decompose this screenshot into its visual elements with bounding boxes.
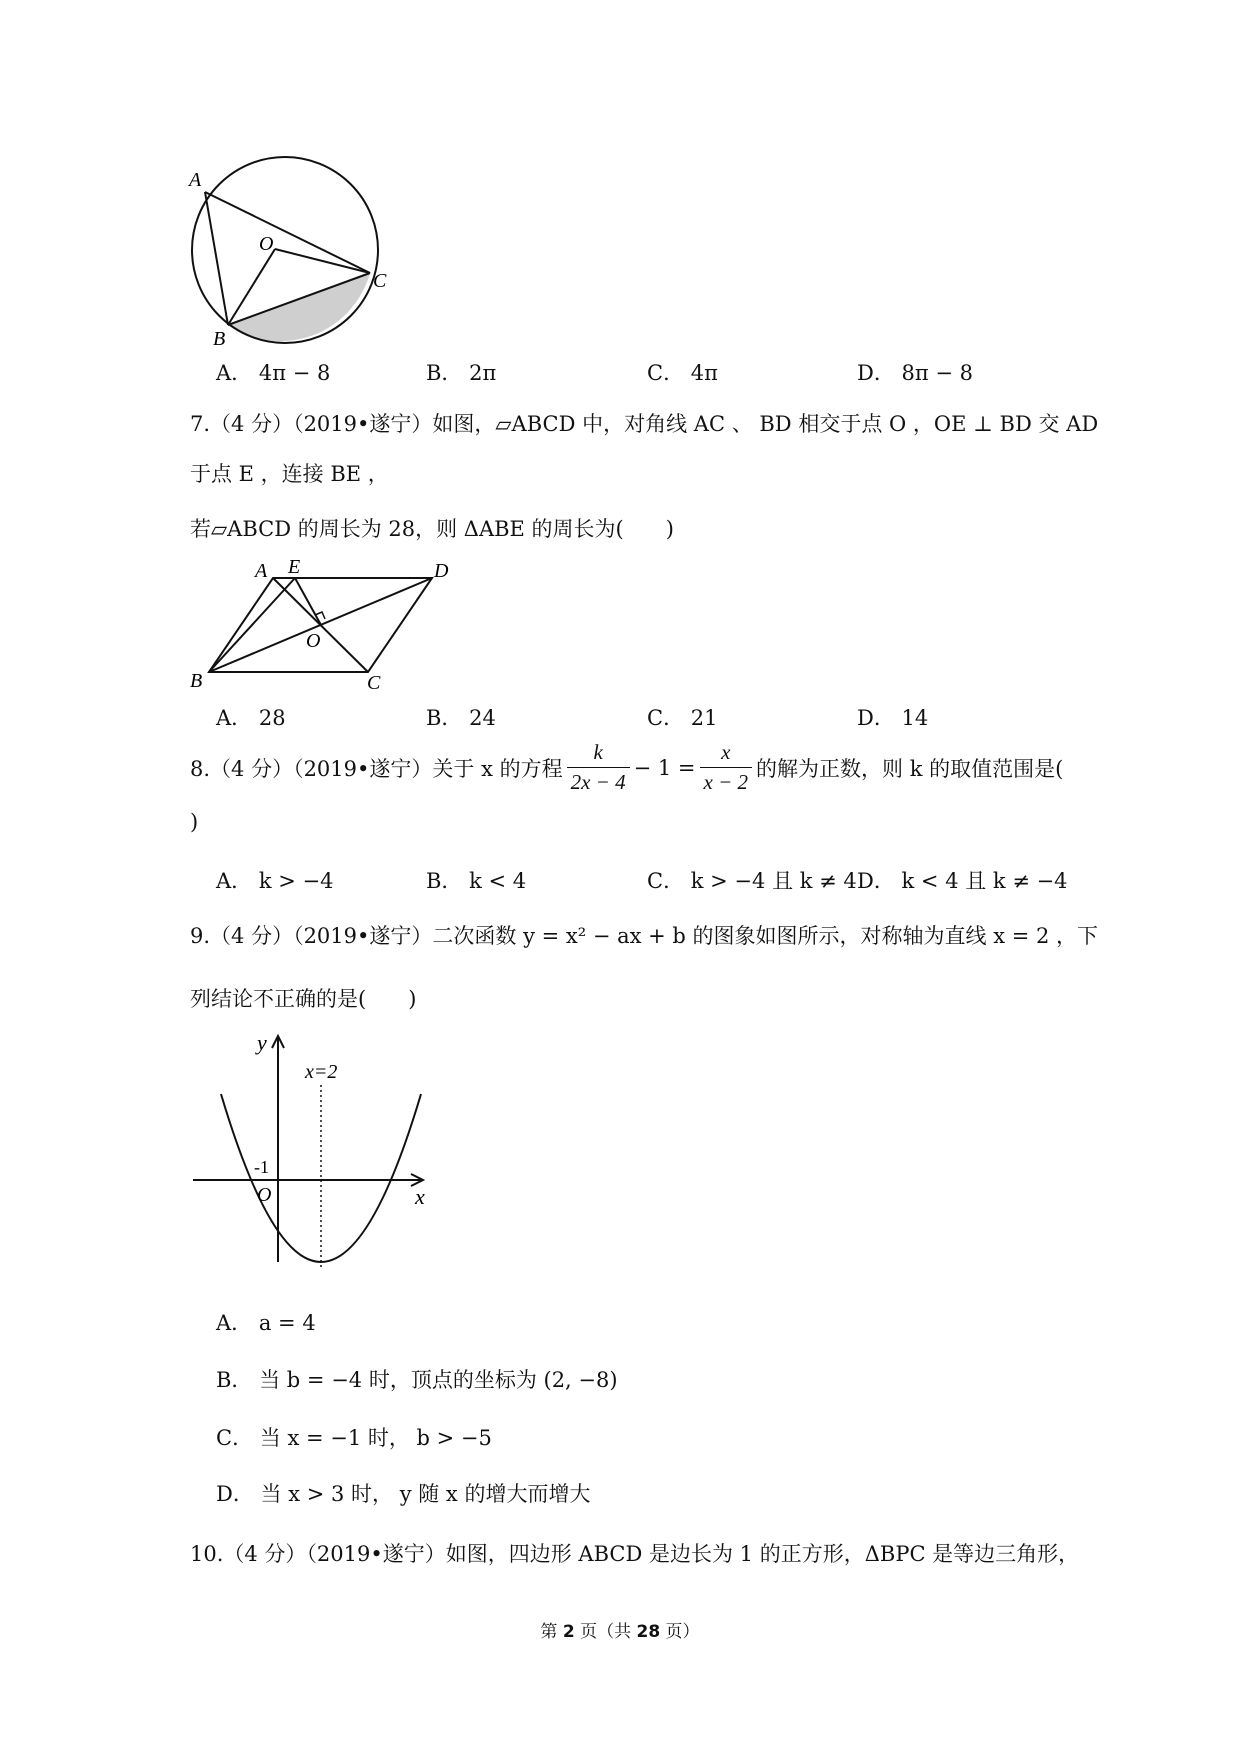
- q6-segment-ab: [205, 192, 228, 325]
- q8-fraction-left: [567, 740, 630, 795]
- q9-option-c[interactable]: C． 当 x = −1 时， b > −5: [216, 1426, 492, 1450]
- q7-option-b[interactable]: B． 24: [426, 706, 496, 730]
- q6-segment-ac: [205, 192, 370, 273]
- q8-fraction-right: [700, 740, 753, 795]
- q8-option-d[interactable]: D． k < 4 且 k ≠ −4: [857, 869, 1068, 893]
- q9-label-axis: x=2: [305, 1061, 338, 1083]
- q7-label-c: C: [367, 672, 381, 694]
- q8-prefix: 8.（4 分）（2019•遂宁）关于 x 的方程: [190, 756, 563, 781]
- q8-fraction-left-denominator: 2x − 4: [570, 770, 626, 794]
- q7-parallelogram-figure: [185, 555, 455, 695]
- q9-parabola-figure: [185, 1030, 445, 1280]
- q6-shaded-segment: [228, 273, 370, 341]
- q8-fraction-right-numerator: x: [700, 740, 753, 768]
- q6-option-d[interactable]: D． 8π − 8: [857, 361, 974, 385]
- q7-stem-line2: 于点 E ，连接 BE ，: [190, 462, 389, 486]
- q9-label-minus1: -1: [254, 1157, 269, 1177]
- page-total: 28: [636, 1622, 661, 1642]
- q7-label-e: E: [288, 556, 301, 578]
- q8-fraction-left-numerator: k: [567, 740, 630, 768]
- q9-label-o: O: [257, 1184, 272, 1206]
- q6-label-b: B: [213, 328, 226, 350]
- page-number: 2: [562, 1622, 575, 1642]
- q6-option-c[interactable]: C． 4π: [647, 361, 718, 385]
- q7-label-a: A: [255, 560, 268, 582]
- q6-label-o: O: [259, 233, 274, 255]
- q7-segment-be: [209, 578, 295, 672]
- q8-fraction-right-denominator: x − 2: [703, 770, 749, 794]
- q6-option-a[interactable]: A． 4π − 8: [216, 361, 331, 385]
- q8-option-c[interactable]: C． k > −4 且 k ≠ 4: [647, 869, 857, 893]
- q7-stem-line3: 若▱ABCD 的周长为 28，则 ΔABE 的周长为( ): [190, 517, 674, 541]
- q7-option-d[interactable]: D． 14: [857, 706, 929, 730]
- q7-label-b: B: [190, 670, 203, 692]
- q9-stem-line1: 9.（4 分）（2019•遂宁）二次函数 y = x² − ax + b 的图象如图所示，对称轴为直线 x = 2 ，下: [190, 924, 1099, 948]
- q6-segment-oc: [275, 249, 370, 273]
- q7-stem-line1: 7.（4 分）（2019•遂宁）如图，▱ABCD 中，对角线 AC 、 BD 相交于点 O ，OE ⊥ BD 交 AD: [190, 412, 1099, 436]
- q8-option-b[interactable]: B． k < 4: [426, 869, 527, 893]
- q6-option-b[interactable]: B． 2π: [426, 361, 497, 385]
- q7-option-c[interactable]: C． 21: [647, 706, 718, 730]
- q9-option-d[interactable]: D． 当 x > 3 时， y 随 x 的增大而增大: [216, 1482, 591, 1506]
- q9-option-a[interactable]: A． a = 4: [216, 1311, 316, 1335]
- q9-option-b[interactable]: B． 当 b = −4 时，顶点的坐标为 (2, −8): [216, 1368, 618, 1392]
- q10-stem-line1: 10.（4 分）（2019•遂宁）如图，四边形 ABCD 是边长为 1 的正方形，ΔBPC 是等边三角形，: [190, 1542, 1080, 1566]
- q8-middle: − 1 =: [633, 755, 696, 780]
- q9-stem-line2: 列结论不正确的是( ): [190, 987, 417, 1011]
- q8-stem-line2: ): [190, 810, 199, 834]
- q6-circle-figure: [180, 145, 400, 350]
- q7-label-d: D: [434, 560, 449, 582]
- q8-suffix: 的解为正数，则 k 的取值范围是(: [756, 756, 1064, 781]
- q8-option-a[interactable]: A． k > −4: [216, 869, 334, 893]
- q7-option-a[interactable]: A． 28: [216, 706, 286, 730]
- q9-label-y: y: [257, 1030, 267, 1055]
- q8-stem-line1: [190, 740, 1063, 795]
- q6-label-c: C: [373, 270, 387, 292]
- q7-label-o: O: [306, 630, 321, 652]
- page-footer: 第 2 页（共 28 页）: [540, 1622, 700, 1642]
- q6-label-a: A: [189, 169, 202, 191]
- q9-label-x: x: [415, 1184, 425, 1209]
- q7-segment-oe: [295, 578, 321, 625]
